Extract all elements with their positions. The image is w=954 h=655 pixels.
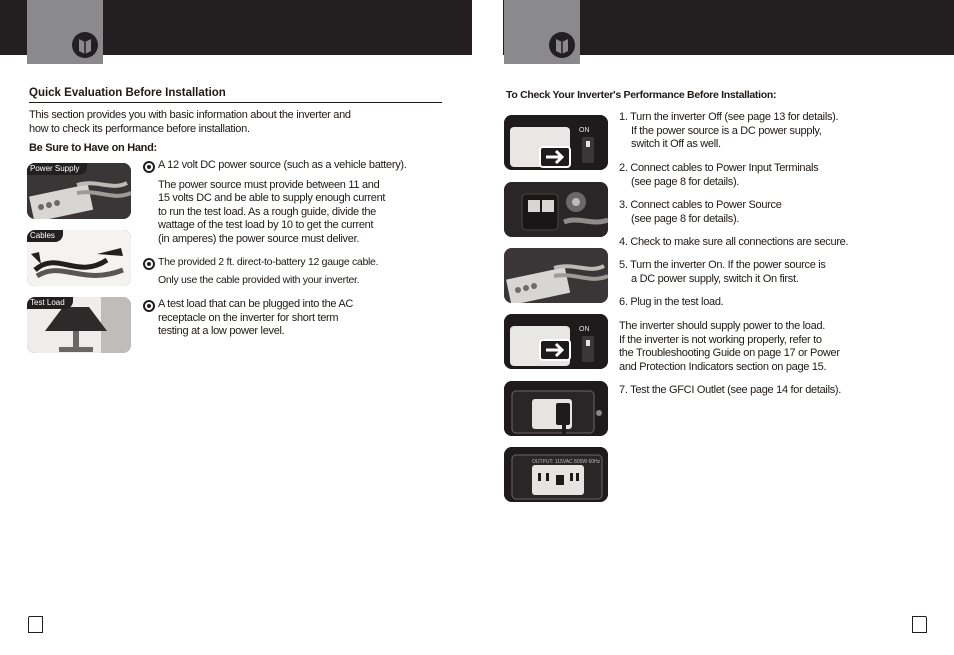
page-number-box xyxy=(912,616,927,633)
step-line: switch it Off as well. xyxy=(631,138,721,151)
page-number-box xyxy=(28,616,43,633)
test-load-photo xyxy=(27,297,131,353)
outlet-label: OUTPUT: 115VAC 800W 60Hz xyxy=(532,459,601,465)
cables-photo xyxy=(27,230,131,286)
power-input-terminals-photo xyxy=(504,182,608,237)
step-line: 5. Turn the inverter On. If the power source is xyxy=(619,259,826,271)
step-7 xyxy=(619,384,949,398)
outlet-with-plug xyxy=(504,381,608,436)
right-section-tab xyxy=(504,0,580,64)
step-line: 3. Connect cables to Power Source xyxy=(619,199,782,211)
bullet-icon xyxy=(143,300,155,312)
battery-illustration xyxy=(504,248,608,303)
item-detail-line: to run the test load. As a rough guide, divide the xyxy=(158,205,376,218)
inverter-off-photo xyxy=(504,115,608,170)
thumb-label: Cables xyxy=(27,230,63,242)
item-line: Only use the cable provided with your inverter. xyxy=(158,273,360,286)
title-rule xyxy=(29,102,442,103)
step-line: 1. Turn the inverter Off (see page 13 for details). xyxy=(619,111,839,123)
book-icon xyxy=(70,30,100,60)
on-label: ON xyxy=(579,127,590,134)
bullet-icon xyxy=(143,161,155,173)
item-cable xyxy=(158,256,458,287)
step-line: a DC power supply, switch it On first. xyxy=(631,272,799,285)
thumb-label: Test Load xyxy=(27,297,73,309)
item-detail-line: The power source must provide between 11 and xyxy=(158,178,380,191)
item-line: A test load that can be plugged into the AC xyxy=(158,298,354,310)
on-label: ON xyxy=(579,326,590,333)
terminals-illustration xyxy=(504,182,608,237)
intro-line: how to check its performance before installation. xyxy=(29,122,250,135)
item-detail-line: 15 volts DC and be able to supply enough current xyxy=(158,192,386,205)
step-6 xyxy=(619,296,949,310)
step-line: 2. Connect cables to Power Input Terminals xyxy=(619,162,819,174)
note-line: the Troubleshooting Guide on page 17 or Power xyxy=(619,347,840,360)
section-title: Quick Evaluation Before Installation xyxy=(29,87,226,99)
item-line: receptacle on the inverter for short term xyxy=(158,311,339,324)
step-line: 4. Check to make sure all connections are secure. xyxy=(619,236,849,248)
step-2 xyxy=(619,162,949,189)
inverter-switch-on xyxy=(504,314,608,369)
gfci-outlet-photo xyxy=(504,447,608,502)
item-line: The provided 2 ft. direct-to-battery 12 gauge cable. xyxy=(158,256,379,268)
inverter-on-photo xyxy=(504,314,608,369)
bullet-icon xyxy=(143,258,155,270)
step-4 xyxy=(619,236,949,250)
note-line: and Protection Indicators section on page 15. xyxy=(619,360,827,373)
inverter-switch-off xyxy=(504,115,608,170)
step-line: 6. Plug in the test load. xyxy=(619,296,724,308)
item-power-source xyxy=(158,159,458,247)
step-3 xyxy=(619,199,949,226)
note-line: If the inverter is not working properly, refer to xyxy=(619,333,822,346)
step-line: 7. Test the GFCI Outlet (see page 14 for details). xyxy=(619,384,842,396)
step-1 xyxy=(619,111,949,152)
power-source-photo xyxy=(504,248,608,303)
item-detail-line: wattage of the test load by 10 to get the current xyxy=(158,219,374,232)
power-supply-photo xyxy=(27,163,131,219)
intro-text xyxy=(29,109,449,136)
book-icon xyxy=(547,30,577,60)
left-section-tab xyxy=(27,0,103,64)
intro-line: This section provides you with basic information about the inverter and xyxy=(29,109,351,121)
item-line: A 12 volt DC power source (such as a vehicle battery). xyxy=(158,159,407,171)
test-load-plugged-photo xyxy=(504,381,608,436)
step-line: (see page 8 for details). xyxy=(631,212,740,225)
note-line: The inverter should supply power to the load. xyxy=(619,320,826,332)
item-detail-line: (in amperes) the power source must deliver. xyxy=(158,232,360,245)
right-section-title: To Check Your Inverter's Performance Before Installation: xyxy=(506,89,777,101)
troubleshooting-note xyxy=(619,320,949,374)
thumb-label: Power Supply xyxy=(27,163,87,175)
have-on-hand-heading: Be Sure to Have on Hand: xyxy=(29,142,157,154)
gfci-outlet-illustration xyxy=(504,447,608,502)
step-line: If the power source is a DC power supply, xyxy=(631,124,822,137)
step-5 xyxy=(619,259,949,286)
item-test-load xyxy=(158,298,458,339)
step-line: (see page 8 for details). xyxy=(631,175,740,188)
item-line: testing at a low power level. xyxy=(158,325,285,338)
